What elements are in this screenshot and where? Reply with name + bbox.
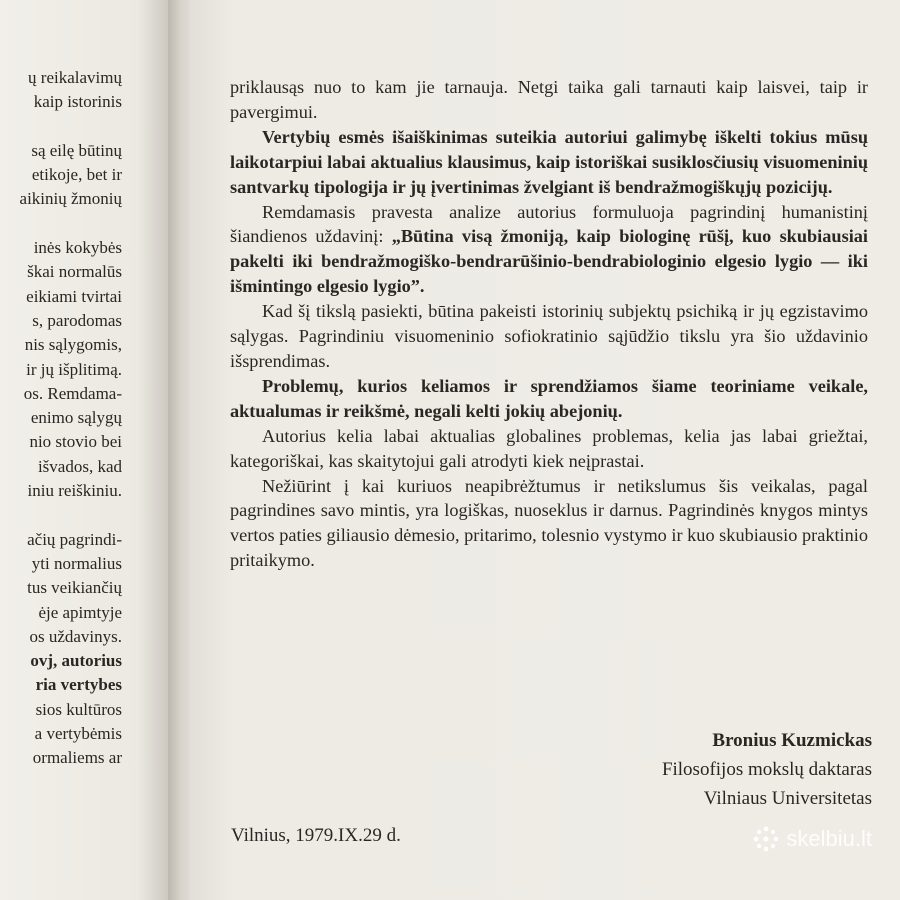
signature-block — [662, 726, 872, 813]
paragraph — [230, 299, 868, 374]
signature-title: Filosofijos mokslų daktaras — [661, 759, 872, 780]
left-page-line: s, parodomas — [32, 310, 122, 330]
left-page-line: aikinių žmonių — [19, 189, 122, 209]
paragraph-text: Problemų, kurios keliamos ir sprendžiamos šiame teoriniame veikale, aktualumas ir reikšmė, negali kelti jokių abejonių. — [230, 375, 868, 421]
left-page-line: inės kokybės — [33, 238, 122, 258]
left-page-line: nio stovio bei — [29, 432, 122, 452]
left-page-line: ėje apimtyje — [38, 602, 122, 622]
left-page-line — [0, 115, 122, 139]
signature-institution: Vilniaus Universitetas — [703, 788, 872, 809]
paragraph-text: Nežiūrint į kai kuriuos neapibrėžtumus ir netikslumus šis veikalas, pagal pagrindines savo mintis, yra logiškas, nuoseklus ir darnus. Pagrindinės knygos mintys vertos paties giliausio dėmesio, pritarimo, tolesnio vystymo ir kuo skubiausio praktinio pritaikymo. — [230, 475, 868, 571]
paragraph-text: Vertybių esmės išaiškinimas suteikia autoriui galimybę iškelti tokius mūsų laikotarpiui labai aktualius klausimus, kaip istoriškai susiklosčiusių visuomeninių santvarkų tipologija ir jų įvertinimas žvelgiant iš bendražmogiškųjų pozicijų. — [230, 126, 868, 197]
left-page-line — [0, 212, 122, 236]
left-page-line: ačių pagrindi- — [27, 529, 122, 549]
left-page-line: są eilę būtinų — [31, 140, 122, 160]
left-page-line: ovj, autorius — [30, 651, 122, 671]
paragraph — [230, 424, 868, 474]
left-page — [0, 0, 172, 900]
left-page-line: os uždavinys. — [29, 626, 122, 646]
paragraph — [230, 374, 868, 424]
signature-name: Bronius Kuzmickas — [712, 730, 872, 751]
paragraph — [230, 200, 868, 300]
paragraph — [230, 474, 868, 574]
paragraph-quote: „Būtina visą žmoniją, kaip biologinę rūšį, kuo skubiausiai pakelti iki bendražmogiško-bendrarūšinio-bendrabiologinio elgesio lygio — iki išmintingo elgesio lygio”. — [230, 226, 868, 297]
left-page-line: etikoje, bet ir — [31, 165, 122, 185]
left-page-line: eikiami tvirtai — [26, 286, 122, 306]
paragraph-text: Remdamasis pravesta analize autorius formuluoja pagrindinį humanistinį šiandienos uždavinį: — [230, 201, 868, 247]
watermark — [753, 826, 872, 852]
left-page-line: nis sąlygomis, — [24, 335, 122, 355]
left-page-text — [0, 66, 122, 771]
left-page-line: ų reikalavimų — [28, 68, 122, 87]
left-page-line: enimo sąlygų — [30, 408, 122, 428]
paragraph-text: priklausąs nuo to kam jie tarnauja. Netgi taika gali tarnauti kaip laisvei, taip ir pavergimui. — [230, 77, 868, 122]
left-page-line: ir jų išplitimą. — [26, 359, 122, 379]
paragraph — [230, 125, 868, 200]
dateline: Vilnius, 1979.IX.29 d. — [231, 825, 401, 846]
left-page-line: ormaliems ar — [32, 748, 122, 768]
left-page-line: yti normalius — [31, 553, 122, 573]
left-page-line: os. Remdama- — [23, 383, 122, 403]
main-text — [230, 75, 868, 573]
watermark-text: skelbiu.lt — [786, 826, 872, 851]
paragraph-text: Autorius kelia labai aktualias globalines problemas, kelia jas labai griežtai, kategoriškai, kas skaitytojui gali atrodyti kiek neįprastai. — [230, 425, 868, 471]
left-page-line: a vertybėmis — [34, 724, 122, 744]
left-page-line: škai normalūs — [27, 262, 122, 282]
left-page-line — [0, 503, 122, 527]
paragraph — [230, 75, 868, 125]
left-page-line: ria vertybes — [35, 675, 122, 695]
paragraph-text: Kad šį tikslą pasiekti, būtina pakeisti istorinių subjektų psichiką ir jų egzistavimo sąlygas. Pagrindiniu visuomeninio sofiokratinio sąjūdžio tikslu yra šio uždavinio išsprendimas. — [230, 301, 868, 371]
left-page-line: tus veikiančių — [27, 578, 122, 598]
left-page-line: išvados, kad — [37, 456, 122, 476]
left-page-line: iniu reiškiniu. — [27, 481, 122, 501]
dots-logo-icon — [753, 826, 779, 852]
left-page-line: sios kultūros — [35, 699, 122, 719]
left-page-line: kaip istorinis — [33, 92, 122, 112]
